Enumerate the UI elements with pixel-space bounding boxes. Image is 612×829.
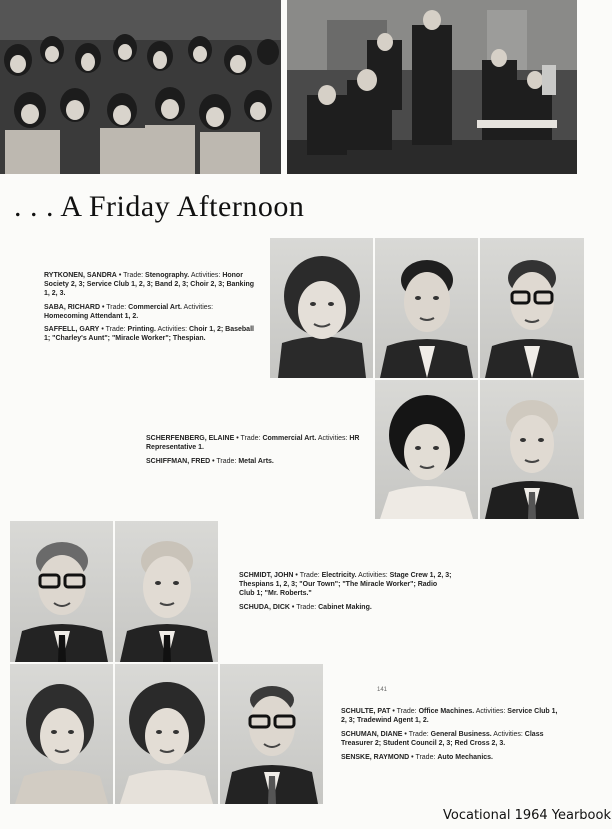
entry-schuda-dick — [239, 603, 452, 612]
student-name: SCHULTE, PAT — [341, 708, 391, 715]
portrait-scherfenberg-elaine — [375, 380, 478, 519]
trade-label: Trade: — [106, 304, 127, 311]
trade-label: Trade: — [240, 435, 261, 442]
bullet: • — [101, 326, 104, 333]
trade-label: Trade: — [408, 731, 429, 738]
activities-value: Honor Society 2, 3; Service Club 1, 2, 3; Band 2, 3; Choir 2, 3; Banking 1, 2, 3. — [44, 272, 255, 297]
activities-label: Activities: — [475, 708, 506, 715]
entry-schulte-pat — [341, 707, 559, 725]
entry-saba-richard — [44, 303, 257, 321]
entry-rytkonen-sandra — [44, 271, 257, 298]
trade-label: Trade: — [123, 272, 144, 279]
entry-schmidt-john — [239, 571, 452, 598]
entry-senske-raymond — [341, 753, 559, 762]
activities-value: Stage Crew 1, 2, 3; Thespians 1, 2, 3; "Our Town"; "The Miracle Worker"; Radio Club 1; "Mr. Roberts." — [239, 572, 452, 597]
trade-value: General Business. — [430, 731, 492, 738]
portrait-schiffman-fred — [480, 380, 584, 519]
photo-coffee-gathering — [287, 0, 577, 174]
entry-scherfenberg-elaine — [146, 434, 361, 452]
bullet: • — [118, 272, 122, 279]
bullet: • — [295, 572, 298, 579]
activities-label: Activities: — [493, 731, 523, 738]
entry-schiffman-fred — [146, 457, 361, 466]
student-name: SCHUDA, DICK — [239, 604, 290, 611]
activities-value: Class Treasurer 2; Student Council 2, 3; Red Cross 2, 3. — [341, 731, 544, 747]
page-title: . . . A Friday Afternoon — [14, 190, 305, 223]
activities-label: Activities: — [358, 572, 388, 579]
activities-value: Service Club 1, 2, 3; Tradewind Agent 1, 2. — [341, 708, 558, 724]
activities-label: Activities: — [157, 326, 188, 333]
trade-label: Trade: — [296, 604, 317, 611]
trade-value: Office Machines. — [418, 708, 475, 715]
trade-value: Commercial Art. — [128, 304, 182, 311]
activities-value: HR Representative 1. — [146, 435, 360, 451]
activities-value: Homecoming Attendant 1, 2. — [44, 313, 139, 320]
portrait-saba-richard — [375, 238, 478, 378]
bullet: • — [404, 731, 407, 738]
bullet: • — [411, 754, 414, 761]
trade-value: Printing. — [127, 326, 156, 333]
trade-value: Metal Arts. — [238, 458, 274, 465]
trade-label: Trade: — [415, 754, 436, 761]
portrait-saffell-gary — [480, 238, 584, 378]
trade-value: Auto Mechanics. — [437, 754, 493, 761]
student-name: SABA, RICHARD — [44, 304, 100, 311]
page-number: 141 — [377, 687, 388, 693]
portrait-schuda-dick — [115, 521, 218, 662]
bullet: • — [291, 604, 295, 611]
activities-label: Activities: — [190, 272, 221, 279]
photo-auditorium — [0, 0, 281, 174]
activities-label: Activities: — [183, 304, 214, 311]
trade-label: Trade: — [105, 326, 126, 333]
bullet: • — [212, 458, 215, 465]
bullet: • — [236, 435, 239, 442]
entry-schuman-diane — [341, 730, 559, 748]
student-name: SCHMIDT, JOHN — [239, 572, 294, 579]
student-name: SCHERFENBERG, ELAINE — [146, 435, 235, 442]
student-name: SENSKE, RAYMOND — [341, 754, 410, 761]
bullet: • — [101, 304, 105, 311]
student-name: RYTKONEN, SANDRA — [44, 272, 117, 279]
portrait-schulte-pat — [10, 664, 113, 804]
trade-value: Commercial Art. — [262, 435, 317, 442]
yearbook-watermark: Vocational 1964 Yearbook — [443, 808, 611, 823]
student-name: SAFFELL, GARY — [44, 326, 100, 333]
portrait-senske-raymond — [220, 664, 323, 804]
portrait-rytkonen-sandra — [270, 238, 373, 378]
student-name: SCHIFFMAN, FRED — [146, 458, 211, 465]
activities-label: Activities: — [317, 435, 348, 442]
portrait-schmidt-john — [10, 521, 113, 662]
trade-label: Trade: — [216, 458, 237, 465]
activities-value: Choir 1, 2; Baseball 1; "Charley's Aunt"; "Miracle Worker"; Thespian. — [44, 326, 254, 342]
trade-value: Stenography. — [145, 272, 190, 279]
trade-label: Trade: — [299, 572, 320, 579]
trade-label: Trade: — [396, 708, 417, 715]
entry-saffell-gary — [44, 325, 257, 343]
bullet: • — [392, 708, 395, 715]
trade-value: Electricity. — [321, 572, 357, 579]
portrait-schuman-diane — [115, 664, 218, 804]
trade-value: Cabinet Making. — [318, 604, 372, 611]
student-name: SCHUMAN, DIANE — [341, 731, 403, 738]
